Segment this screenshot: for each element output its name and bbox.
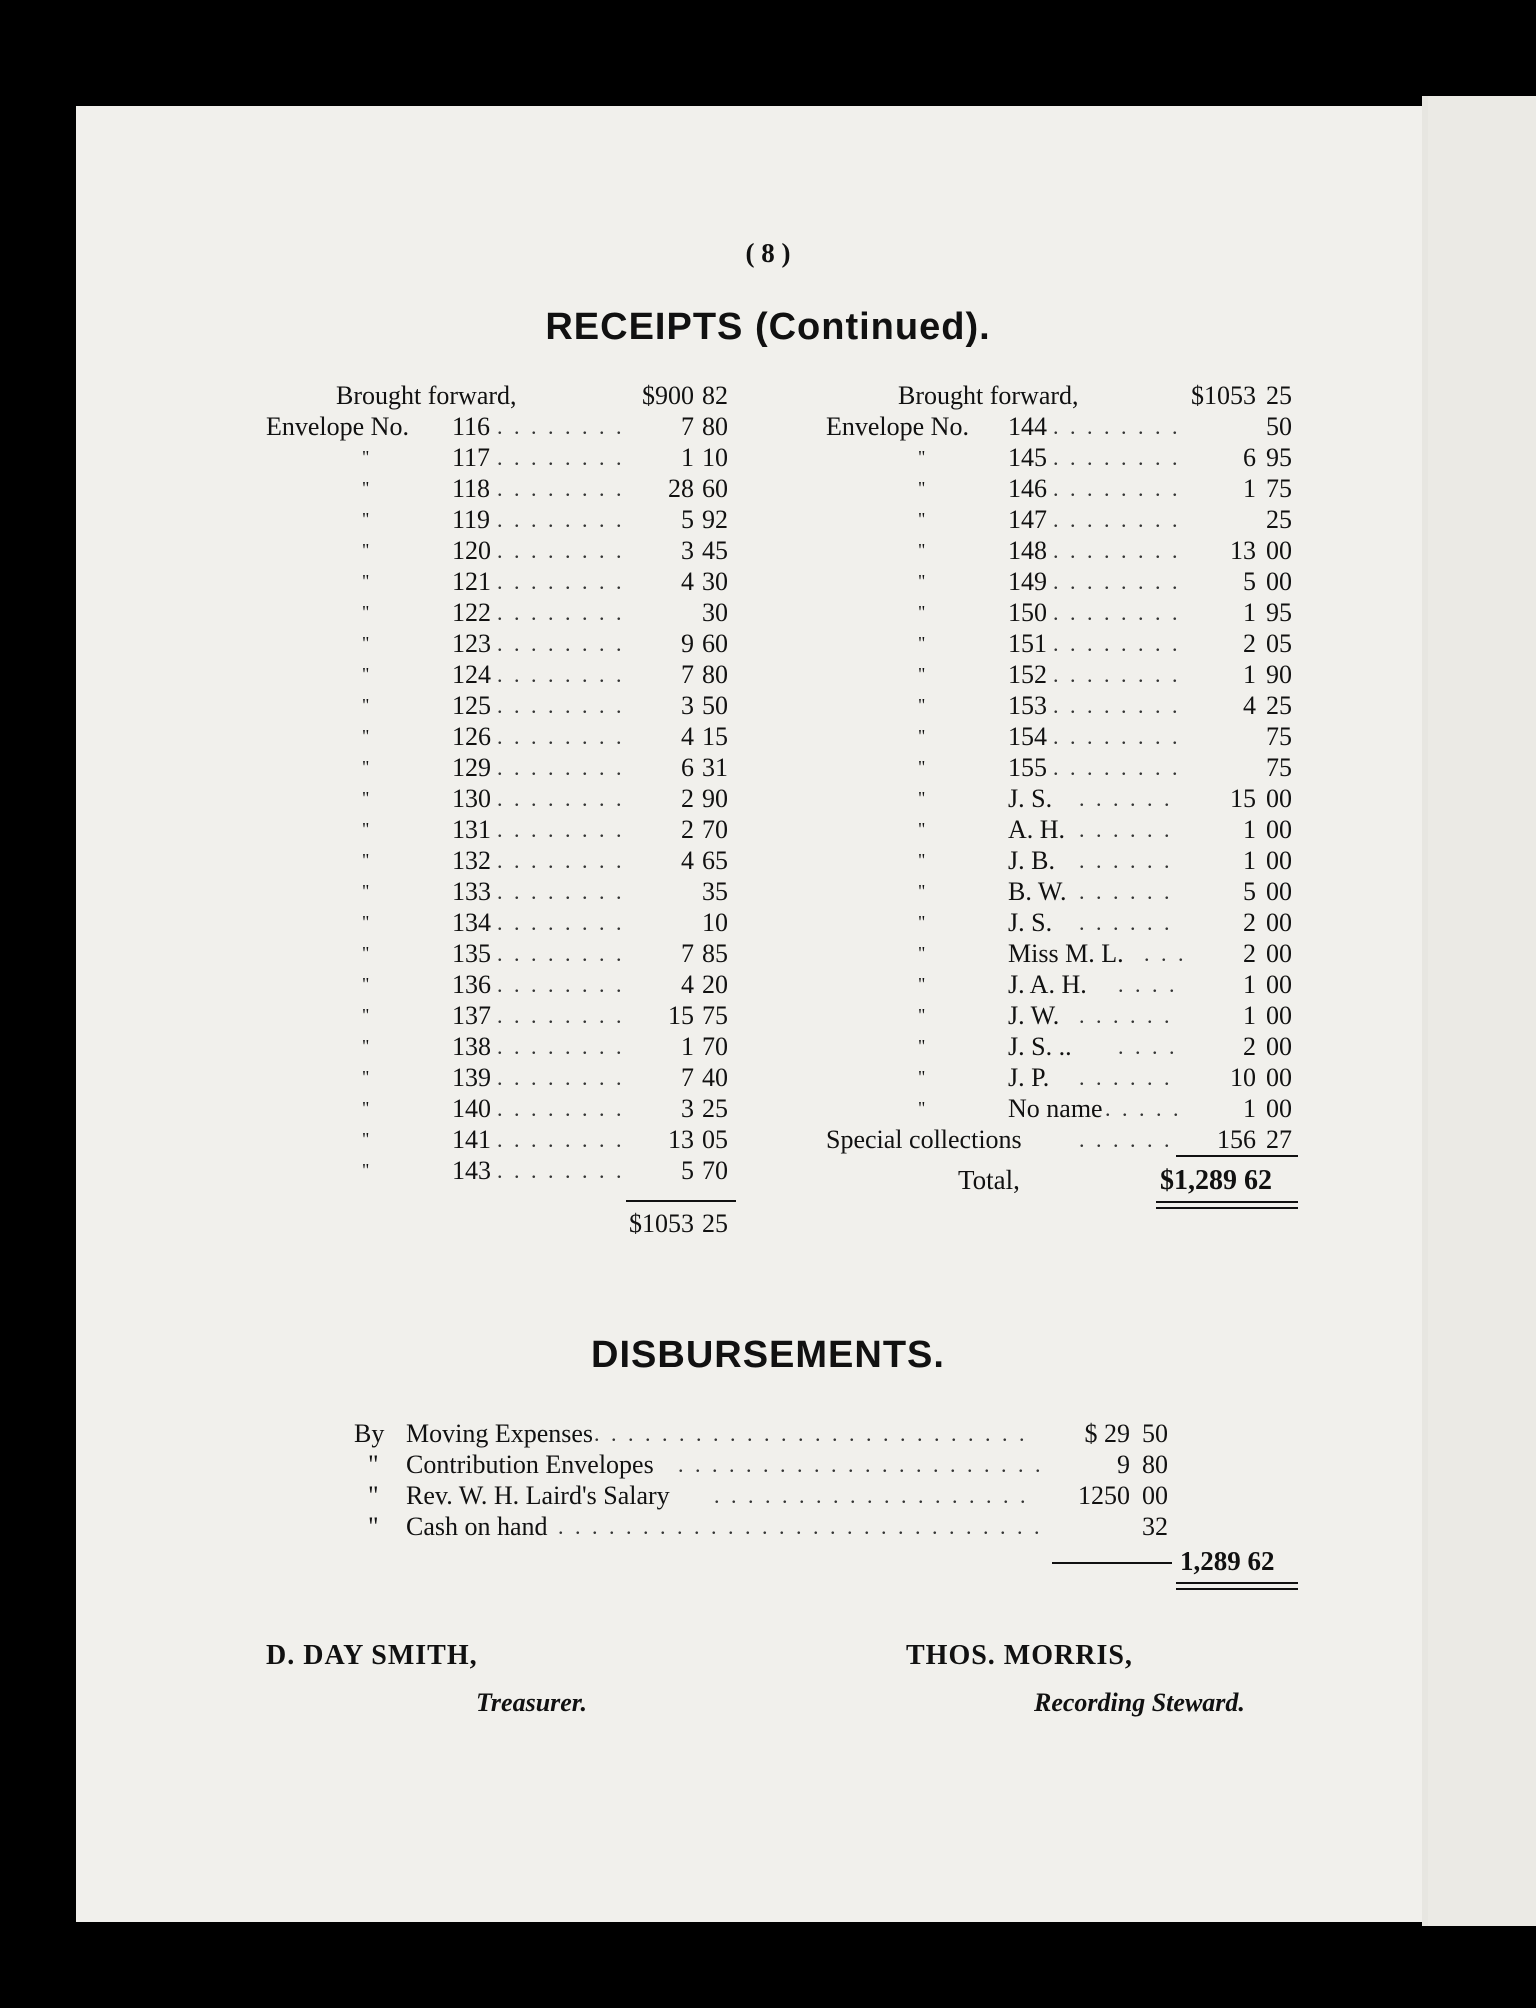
entry-cents: 92: [702, 505, 728, 534]
entry-label: 151: [1008, 629, 1047, 658]
entry-dollars: 1: [1243, 970, 1256, 999]
leader-dots: . . . . . . . .: [497, 414, 625, 439]
entry-dollars: 1: [1243, 660, 1256, 689]
entry-label: 135: [452, 939, 491, 968]
ditto-mark: ": [362, 881, 370, 901]
leader-dots: . . . . . . . .: [497, 662, 625, 687]
entry-label: 120: [452, 536, 491, 565]
entry-label: 141: [452, 1125, 491, 1154]
entry-cents: 90: [1266, 660, 1292, 689]
entry-cents: 70: [702, 1032, 728, 1061]
entry-cents: 00: [1266, 1063, 1292, 1092]
ditto-mark: ": [362, 1036, 370, 1056]
ditto-mark: ": [362, 509, 370, 529]
entry-dollars: 1: [1243, 1001, 1256, 1030]
leader-dots: . . . . . .: [1079, 1003, 1173, 1028]
entry-label: J. P.: [1008, 1063, 1050, 1092]
entry-label: J. S. ..: [1008, 1032, 1072, 1061]
entry-label: 150: [1008, 598, 1047, 627]
entry-cents: 35: [702, 877, 728, 906]
subtotal-rule: [626, 1200, 736, 1202]
entry-cents: 27: [1266, 1125, 1292, 1154]
entry-dollars: [634, 907, 694, 938]
entry-dollars: 13: [668, 1125, 694, 1154]
steward-role: Recording Steward.: [1034, 1688, 1245, 1717]
entry-cents: 20: [702, 970, 728, 999]
receipts-heading: RECEIPTS (Continued).: [545, 306, 991, 348]
entry-dollars: 6: [1243, 443, 1256, 472]
ditto-mark: ": [362, 602, 370, 622]
entry-dollars: [1196, 504, 1256, 535]
ditto-mark: ": [918, 540, 926, 560]
entry-cents: 30: [702, 598, 728, 627]
leader-dots: . . . . . . . .: [1053, 476, 1181, 501]
entry-label: 139: [452, 1063, 491, 1092]
entry-label: 153: [1008, 691, 1047, 720]
leader-dots: . . . . . . . .: [497, 724, 625, 749]
entry-dollars: 2: [1243, 939, 1256, 968]
entry-dollars: 5: [681, 505, 694, 534]
entry-dollars: 7: [681, 939, 694, 968]
entry-cents: 05: [1266, 629, 1292, 658]
leader-dots: . . . . . . . .: [497, 445, 625, 470]
entry-cents: 00: [1266, 1032, 1292, 1061]
leader-dots: . . . . . . . .: [497, 600, 625, 625]
ditto-mark: ": [918, 447, 926, 467]
entry-label: 130: [452, 784, 491, 813]
entry-cents: 75: [702, 1001, 728, 1030]
ditto-mark: ": [918, 1036, 926, 1056]
entry-cents: 85: [702, 939, 728, 968]
ditto-mark: ": [362, 757, 370, 777]
entry-cents: 75: [1266, 474, 1292, 503]
leader-dots: . . . . . .: [1079, 879, 1173, 904]
entry-cents: 95: [1266, 598, 1292, 627]
entry-cents: 25: [702, 1094, 728, 1123]
leader-dots: . . . . . . . .: [497, 1065, 625, 1090]
entry-label: 146: [1008, 474, 1047, 503]
disb-double-rule-2: [1176, 1588, 1298, 1590]
ditto-mark: ": [362, 571, 370, 591]
ditto-mark: ": [362, 974, 370, 994]
disbursement-dollars: 1250: [1078, 1481, 1130, 1510]
disbursement-dollars: [1040, 1511, 1130, 1542]
ditto-mark: ": [362, 726, 370, 746]
leader-dots: . . . . . . . .: [497, 631, 625, 656]
entry-dollars: 5: [1243, 567, 1256, 596]
entry-dollars: [1196, 752, 1256, 783]
ditto-mark: ": [918, 881, 926, 901]
entry-dollars: 6: [681, 753, 694, 782]
disbursement-cents: 00: [1142, 1481, 1168, 1510]
treasurer-role: Treasurer.: [476, 1688, 587, 1717]
entry-cents: 60: [702, 629, 728, 658]
entry-label: 118: [452, 474, 491, 503]
entry-label: J. A. H.: [1008, 970, 1087, 999]
entry-dollars: 10: [1230, 1063, 1256, 1092]
entry-dollars: 2: [681, 815, 694, 844]
entry-cents: 30: [702, 567, 728, 596]
entry-label: J. B.: [1008, 846, 1055, 875]
leader-dots: . . . .: [1118, 972, 1178, 997]
ditto-mark: ": [368, 1512, 379, 1541]
leader-dots: . . . . . . . .: [497, 817, 625, 842]
ditto-mark: ": [362, 695, 370, 715]
entry-cents: 00: [1266, 815, 1292, 844]
entry-dollars: [634, 597, 694, 628]
entry-dollars: 1: [1243, 474, 1256, 503]
leader-dots: . . . . . . . .: [1053, 445, 1181, 470]
entry-label: 137: [452, 1001, 491, 1030]
ditto-mark: ": [362, 1005, 370, 1025]
entry-label: 133: [452, 877, 491, 906]
leader-dots: . . . . . .: [1079, 910, 1173, 935]
entry-cents: 50: [1266, 412, 1292, 441]
entry-dollars: 9: [681, 629, 694, 658]
entry-label: A. H.: [1008, 815, 1066, 844]
leader-dots: . . . . . . . .: [497, 693, 625, 718]
ditto-mark: ": [918, 509, 926, 529]
disb-double-rule-1: [1176, 1582, 1298, 1584]
entry-label: 132: [452, 846, 491, 875]
disbursement-dollars: $ 29: [1084, 1419, 1130, 1448]
disbursements-heading: DISBURSEMENTS.: [591, 1334, 945, 1376]
entry-dollars: 4: [1243, 691, 1256, 720]
total-double-rule-1: [1156, 1201, 1298, 1203]
entry-dollars: 3: [681, 1094, 694, 1123]
leader-dots: . . . . . . . .: [1053, 507, 1181, 532]
entry-label: 125: [452, 691, 491, 720]
total-label: Total,: [958, 1165, 1020, 1195]
leader-dots: . . . . . . . .: [497, 972, 625, 997]
entry-label: 149: [1008, 567, 1047, 596]
entry-cents: 00: [1266, 939, 1292, 968]
entry-label: 129: [452, 753, 491, 782]
subtotal-cents: 25: [702, 1209, 728, 1238]
entry-cents: 00: [1266, 536, 1292, 565]
entry-cents: 40: [702, 1063, 728, 1092]
entry-label: 126: [452, 722, 491, 751]
entry-label: 131: [452, 815, 491, 844]
entry-dollars: 28: [668, 474, 694, 503]
entry-label: 121: [452, 567, 491, 596]
entry-dollars: 1: [1243, 1094, 1256, 1123]
entry-dollars: 4: [681, 722, 694, 751]
entry-dollars: 2: [1243, 908, 1256, 937]
entry-label: 122: [452, 598, 491, 627]
entry-cents: 80: [702, 660, 728, 689]
entry-label: 119: [452, 505, 491, 534]
leader-dots: . . . . . . . .: [1053, 662, 1181, 687]
ditto-mark: ": [918, 1067, 926, 1087]
entry-label: J. S.: [1008, 908, 1053, 937]
treasurer-name: D. DAY SMITH,: [266, 1640, 478, 1671]
entry-label: Special collections: [826, 1125, 1022, 1154]
disbursement-rule: [1052, 1562, 1172, 1564]
entry-label: J. W.: [1008, 1001, 1060, 1030]
entry-dollars: 4: [681, 970, 694, 999]
entry-label: 152: [1008, 660, 1047, 689]
ditto-mark: ": [918, 602, 926, 622]
entry-label: 136: [452, 970, 491, 999]
entry-label: 134: [452, 908, 491, 937]
total-double-rule-2: [1156, 1207, 1298, 1209]
leader-dots: . . . . . . . .: [497, 569, 625, 594]
entry-dollars: 5: [681, 1156, 694, 1185]
ditto-mark: ": [362, 1160, 370, 1180]
ditto-mark: ": [362, 447, 370, 467]
disbursement-label: Moving Expenses: [406, 1419, 594, 1448]
leader-dots: . . . . . . . .: [1053, 414, 1181, 439]
leader-dots: . . . . . . . .: [497, 538, 625, 563]
ditto-mark: ": [362, 850, 370, 870]
leader-dots: . . . . . . . .: [497, 1127, 625, 1152]
leader-dots: . . . . . . . .: [1053, 755, 1181, 780]
entry-cents: 70: [702, 815, 728, 844]
entry-dollars: 156: [1217, 1125, 1256, 1154]
entry-label: 144: [1008, 412, 1047, 441]
ditto-mark: ": [918, 819, 926, 839]
ditto-mark: ": [918, 788, 926, 808]
ditto-mark: ": [362, 633, 370, 653]
ditto-mark: ": [362, 1067, 370, 1087]
entry-cents: 25: [1266, 505, 1292, 534]
disbursement-cents: 32: [1142, 1512, 1168, 1541]
ditto-mark: ": [918, 974, 926, 994]
entry-label: B. W.: [1008, 877, 1067, 906]
entry-dollars: 4: [681, 846, 694, 875]
leader-dots: . . . . . . . .: [1053, 600, 1181, 625]
page-number: ( 8 ): [745, 238, 791, 268]
entry-cents: 75: [1266, 753, 1292, 782]
entry-dollars: 7: [681, 412, 694, 441]
leader-dots: . . . . . . . .: [497, 910, 625, 935]
disbursement-label: Cash on hand: [406, 1512, 548, 1541]
ditto-mark: ": [362, 788, 370, 808]
entry-cents: 70: [702, 1156, 728, 1185]
ditto-mark: ": [362, 819, 370, 839]
entry-dollars: 2: [681, 784, 694, 813]
entry-dollars: 1: [1243, 815, 1256, 844]
leader-dots: . . . . . . . .: [497, 507, 625, 532]
leader-dots: . . . . . . . .: [497, 1158, 625, 1183]
entry-cents: 10: [702, 908, 728, 937]
disbursement-label: Contribution Envelopes: [406, 1450, 654, 1479]
brought-forward-label: Brought forward,: [336, 381, 517, 410]
brought-forward-cents: 82: [702, 381, 728, 410]
ditto-mark: ": [918, 943, 926, 963]
ditto-mark: ": [362, 1098, 370, 1118]
entry-label: 145: [1008, 443, 1047, 472]
entry-cents: 31: [702, 753, 728, 782]
ditto-mark: ": [918, 664, 926, 684]
entry-label: No name: [1008, 1094, 1103, 1123]
disbursement-cents: 80: [1142, 1450, 1168, 1479]
ditto-mark: ": [918, 478, 926, 498]
entry-label: 124: [452, 660, 491, 689]
ditto-mark: ": [918, 1098, 926, 1118]
entry-label: 148: [1008, 536, 1047, 565]
entry-label: Miss M. L.: [1008, 939, 1124, 968]
entry-label: 147: [1008, 505, 1047, 534]
entry-dollars: 1: [1243, 846, 1256, 875]
ditto-mark: ": [918, 757, 926, 777]
entry-label: 140: [452, 1094, 491, 1123]
leader-dots: . . . . . . . .: [497, 1003, 625, 1028]
entry-cents: 00: [1266, 1001, 1292, 1030]
disbursement-total: 1,289 62: [1180, 1546, 1275, 1576]
brought-forward-dollars: $1053: [1191, 381, 1256, 410]
disbursement-dollars: 9: [1117, 1450, 1130, 1479]
entry-dollars: 5: [1243, 877, 1256, 906]
leader-dots: . . . . . . . .: [497, 755, 625, 780]
entry-dollars: 1: [681, 1032, 694, 1061]
ditto-mark: ": [918, 633, 926, 653]
ditto-mark: ": [362, 1129, 370, 1149]
entry-label: 155: [1008, 753, 1047, 782]
entry-dollars: 1: [681, 443, 694, 472]
entry-label: 143: [452, 1156, 491, 1185]
total-rule: [1176, 1155, 1298, 1157]
leader-dots: . . . . . . . . . . . . . . . . . . . . . .: [678, 1452, 1044, 1477]
entry-dollars: 15: [1230, 784, 1256, 813]
ditto-mark: ": [362, 478, 370, 498]
disbursement-label: Rev. W. H. Laird's Salary: [406, 1481, 670, 1510]
entry-cents: 00: [1266, 1094, 1292, 1123]
entry-cents: 80: [702, 412, 728, 441]
steward-name: THOS. MORRIS,: [906, 1640, 1133, 1671]
entry-dollars: [1196, 411, 1256, 442]
entry-label: 138: [452, 1032, 491, 1061]
leader-dots: . . . . . . . . . . . . . . . . . . . . . . . . . .: [594, 1421, 1028, 1446]
entry-cents: 00: [1266, 567, 1292, 596]
entry-cents: 10: [702, 443, 728, 472]
leader-dots: . . . . . .: [1079, 1127, 1173, 1152]
entry-dollars: 13: [1230, 536, 1256, 565]
entry-label: 154: [1008, 722, 1047, 751]
ditto-mark: ": [918, 1005, 926, 1025]
disbursement-cents: 50: [1142, 1419, 1168, 1448]
entry-cents: 00: [1266, 877, 1292, 906]
leader-dots: . . . .: [1118, 1034, 1178, 1059]
entry-cents: 00: [1266, 784, 1292, 813]
adjacent-page-strip: [1428, 96, 1536, 1926]
entry-cents: 95: [1266, 443, 1292, 472]
leader-dots: . . . . . . . .: [497, 848, 625, 873]
by-prefix: By: [354, 1419, 385, 1448]
leader-dots: . . . . . . . .: [1053, 569, 1181, 594]
leader-dots: . . . . . . . .: [1053, 693, 1181, 718]
brought-forward-label: Brought forward,: [898, 381, 1079, 410]
entry-dollars: 7: [681, 660, 694, 689]
brought-forward-cents: 25: [1266, 381, 1292, 410]
entry-dollars: 3: [681, 691, 694, 720]
ditto-mark: ": [918, 695, 926, 715]
entry-cents: 00: [1266, 908, 1292, 937]
leader-dots: . . . . . . . . . . . . . . . . . . . . . . . . . . . . .: [558, 1514, 1043, 1539]
entry-cents: 15: [702, 722, 728, 751]
ditto-mark: ": [362, 540, 370, 560]
leader-dots: . . . . . . . .: [1053, 538, 1181, 563]
leader-dots: . . . . . .: [1079, 786, 1173, 811]
leader-dots: . . . . . . . .: [497, 879, 625, 904]
envelope-prefix: Envelope No.: [826, 412, 969, 441]
entry-cents: 05: [702, 1125, 728, 1154]
leader-dots: . . . . . . . .: [497, 1034, 625, 1059]
entry-cents: 00: [1266, 970, 1292, 999]
ditto-mark: ": [368, 1450, 379, 1479]
entry-cents: 75: [1266, 722, 1292, 751]
entry-dollars: 7: [681, 1063, 694, 1092]
entry-cents: 25: [1266, 691, 1292, 720]
entry-cents: 50: [702, 691, 728, 720]
envelope-prefix: Envelope No.: [266, 412, 409, 441]
ditto-mark: ": [362, 943, 370, 963]
entry-dollars: 2: [1243, 629, 1256, 658]
leader-dots: . . . . . . . .: [497, 786, 625, 811]
entry-dollars: [634, 876, 694, 907]
entry-dollars: [1196, 721, 1256, 752]
entry-label: 123: [452, 629, 491, 658]
leader-dots: . . .: [1144, 941, 1187, 966]
leader-dots: . . . . . . . .: [497, 476, 625, 501]
entry-cents: 60: [702, 474, 728, 503]
entry-cents: 65: [702, 846, 728, 875]
leader-dots: . . . . . . . .: [1053, 724, 1181, 749]
leader-dots: . . . . . .: [1079, 817, 1173, 842]
leader-dots: . . . . . . . .: [497, 941, 625, 966]
leader-dots: . . . . . . . .: [1053, 631, 1181, 656]
leader-dots: . . . . .: [1105, 1096, 1182, 1121]
leader-dots: . . . . . . . . . . . . . . . . . . .: [714, 1483, 1029, 1508]
entry-dollars: 3: [681, 536, 694, 565]
ditto-mark: ": [362, 664, 370, 684]
entry-dollars: 1: [1243, 598, 1256, 627]
entry-cents: 45: [702, 536, 728, 565]
brought-forward-dollars: $900: [642, 381, 694, 410]
leader-dots: . . . . . .: [1079, 1065, 1173, 1090]
ditto-mark: ": [362, 912, 370, 932]
entry-dollars: 15: [668, 1001, 694, 1030]
total-amount: $1,289 62: [1160, 1165, 1272, 1196]
entry-label: J. S.: [1008, 784, 1053, 813]
ditto-mark: ": [918, 726, 926, 746]
entry-cents: 90: [702, 784, 728, 813]
leader-dots: . . . . . .: [1079, 848, 1173, 873]
entry-label: 116: [452, 412, 491, 441]
ditto-mark: ": [918, 912, 926, 932]
ditto-mark: ": [918, 850, 926, 870]
entry-cents: 00: [1266, 846, 1292, 875]
ditto-mark: ": [918, 571, 926, 591]
subtotal-dollars: $1053: [629, 1209, 694, 1238]
leader-dots: . . . . . . . .: [497, 1096, 625, 1121]
entry-label: 117: [452, 443, 491, 472]
entry-dollars: 2: [1243, 1032, 1256, 1061]
ditto-mark: ": [368, 1481, 379, 1510]
entry-dollars: 4: [681, 567, 694, 596]
